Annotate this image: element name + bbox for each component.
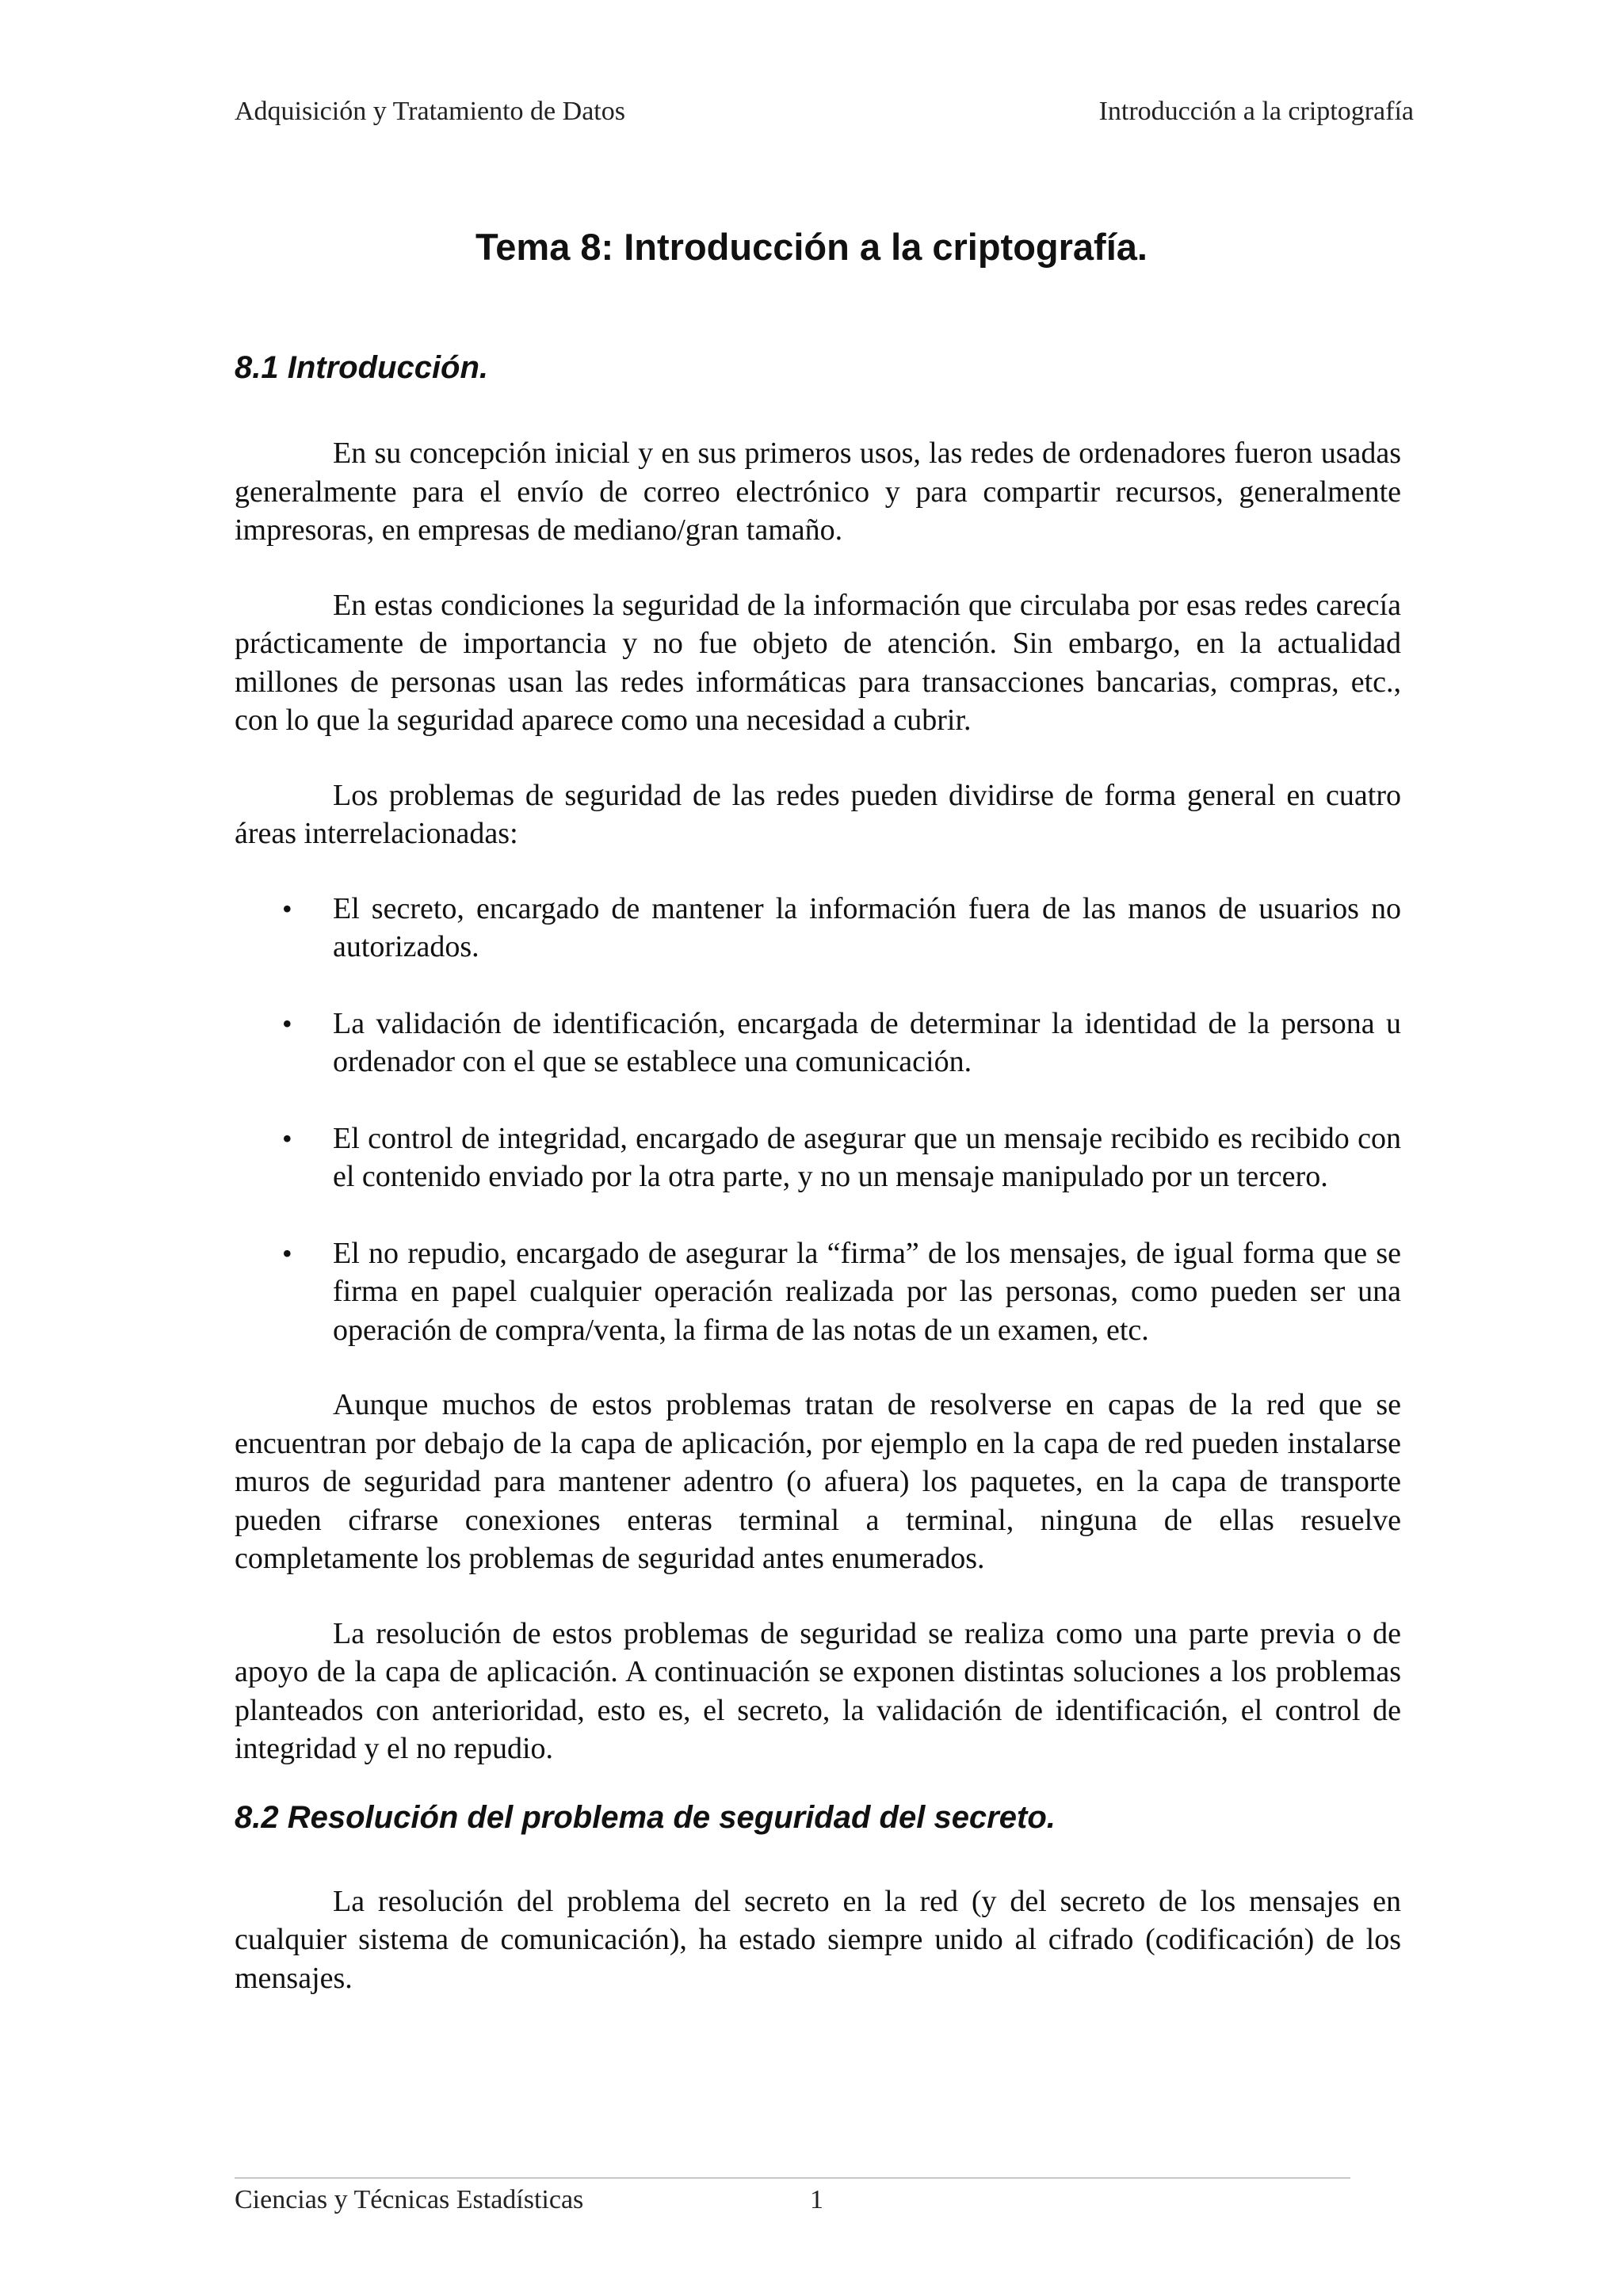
footer-divider	[235, 2177, 1350, 2179]
paragraph: La resolución del problema del secreto en la red (y del secreto de los mensajes en cualquier sistema de comunicación), ha estado siempre unido al cifrado (codificación) de los mensajes.	[235, 1884, 1401, 1995]
bullet-icon: •	[282, 892, 292, 925]
section-heading-introduccion: 8.1 Introducción.	[235, 350, 489, 385]
header-left-text: Adquisición y Tratamiento de Datos	[235, 97, 625, 126]
header-right-text: Introducción a la criptografía	[1098, 97, 1414, 126]
list-item	[235, 1119, 1401, 1196]
list-item-text: El no repudio, encargado de asegurar la “firma” de los mensajes, de igual forma que se firma en papel cualquier operación realizada por las personas, como pueden ser una operación de compra/venta, la firma de las notas de un examen, etc.	[333, 1236, 1401, 1347]
running-header	[235, 97, 1414, 127]
bullet-icon: •	[282, 1007, 292, 1039]
paragraph: Los problemas de seguridad de las redes pueden dividirse de forma general en cuatro áreas interrelacionadas:	[235, 778, 1401, 850]
page-number: 1	[810, 2185, 823, 2214]
list-item	[235, 1234, 1401, 1350]
list-item-text: La validación de identificación, encargada de determinar la identidad de la persona u ordenador con el que se establece una comunicación.	[333, 1006, 1401, 1078]
document-body	[235, 349, 1401, 1997]
paragraph: La resolución de estos problemas de seguridad se realiza como una parte previa o de apoyo de la capa de aplicación. A continuación se exponen distintas soluciones a los problemas planteados con anterioridad, esto es, el secreto, la validación de identificación, el control de integridad y el no repudio.	[235, 1616, 1401, 1765]
bullet-icon: •	[282, 1237, 292, 1269]
security-areas-list	[235, 890, 1401, 1350]
paragraph: En su concepción inicial y en sus primeros usos, las redes de ordenadores fueron usadas generalmente para el envío de correo electrónico y para compartir recursos, generalmente impresoras, en empresas de mediano/gran tamaño.	[235, 437, 1401, 547]
footer-text: Ciencias y Técnicas Estadísticas	[235, 2185, 584, 2214]
paragraph: En estas condiciones la seguridad de la información que circulaba por esas redes carecía prácticamente de importancia y no fue objeto de atención. Sin embargo, en la actualidad millones de personas usan las redes informáticas para transacciones bancarias, compras, etc., con lo que la seguridad aparece como una necesidad a cubrir.	[235, 588, 1401, 737]
bullet-icon: •	[282, 1122, 292, 1154]
list-item-text: El secreto, encargado de mantener la información fuera de las manos de usuarios no autorizados.	[333, 891, 1401, 963]
list-item	[235, 890, 1401, 967]
page-title: Tema 8: Introducción a la criptografía.	[475, 226, 1148, 268]
list-item	[235, 1005, 1401, 1081]
paragraph: Aunque muchos de estos problemas tratan de resolverse en capas de la red que se encuentran por debajo de la capa de aplicación, por ejemplo en la capa de red pueden instalarse muros de seguridad para mantener adentro (o afuera) los paquetes, en la capa de transporte pueden cifrarse conexiones enteras terminal a terminal, ninguna de ellas resuelve completamente los problemas de seguridad antes enumerados.	[235, 1388, 1401, 1575]
section-heading-secreto: 8.2 Resolución del problema de seguridad del secreto.	[235, 1799, 1056, 1835]
list-item-text: El control de integridad, encargado de asegurar que un mensaje recibido es recibido con el contenido enviado por la otra parte, y no un mensaje manipulado por un tercero.	[333, 1121, 1401, 1193]
